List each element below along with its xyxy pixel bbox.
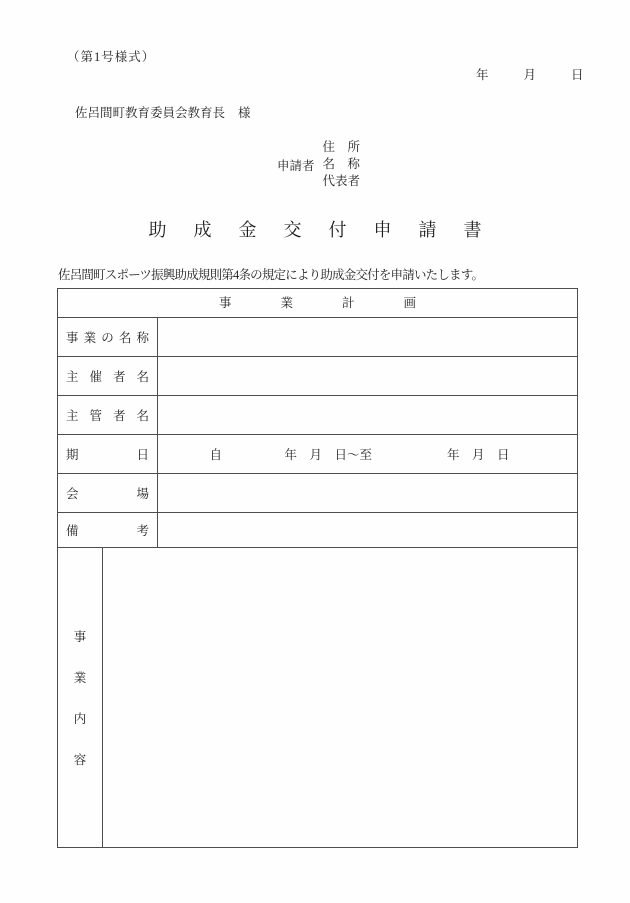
value-venue xyxy=(158,474,577,512)
addressee-line xyxy=(75,103,251,121)
value-organizer xyxy=(158,357,577,395)
table-header: 事業計画 xyxy=(58,289,577,318)
table-row-project-name xyxy=(58,318,577,357)
applicant-address-label: 住 所 xyxy=(322,140,361,154)
label-organizer: 主 催 者 名 xyxy=(58,357,158,395)
table-row-organizer xyxy=(58,357,577,396)
table-row-remarks xyxy=(58,513,577,548)
date-year-label: 年 xyxy=(476,68,489,82)
label-supervisor: 主 管 者 名 xyxy=(58,396,158,434)
form-number: （第1号様式） xyxy=(67,50,156,64)
value-remarks xyxy=(158,513,577,547)
label-venue: 会 場 xyxy=(58,474,158,512)
declaration-text: 佐呂間町スポーツ振興助成規則第4条の規定により助成金交付を申請いたします。 xyxy=(58,268,484,282)
document-title: 助成金交付申請書 xyxy=(148,220,509,240)
applicant-representative-label: 代表者 xyxy=(322,174,361,188)
value-project-details xyxy=(103,548,577,847)
label-project-details: 事 業 内 容 xyxy=(58,548,103,847)
value-period: 自 年 月 日～至 年 月 日 xyxy=(172,448,510,462)
date-line xyxy=(476,65,584,83)
date-month-label: 月 xyxy=(523,68,537,82)
addressee-name: 佐呂間町教育委員会教育長 xyxy=(75,106,226,120)
table-row-supervisor xyxy=(58,396,577,435)
applicant-name-label: 名 称 xyxy=(322,157,361,171)
applicant-lines xyxy=(323,139,361,190)
label-project-name: 事 業 の 名 称 xyxy=(58,318,158,356)
table-row-project-details xyxy=(58,548,577,847)
business-plan-table xyxy=(57,288,578,848)
label-period: 期 日 xyxy=(58,435,158,473)
value-supervisor xyxy=(158,396,577,434)
value-project-name xyxy=(158,318,577,356)
table-row-venue xyxy=(58,474,577,513)
date-day-label: 日 xyxy=(571,68,584,82)
applicant-block xyxy=(277,139,360,190)
applicant-label: 申請者 xyxy=(277,158,315,173)
label-remarks: 備 考 xyxy=(58,513,158,547)
addressee-honorific: 様 xyxy=(238,106,251,120)
table-row-period xyxy=(58,435,577,474)
